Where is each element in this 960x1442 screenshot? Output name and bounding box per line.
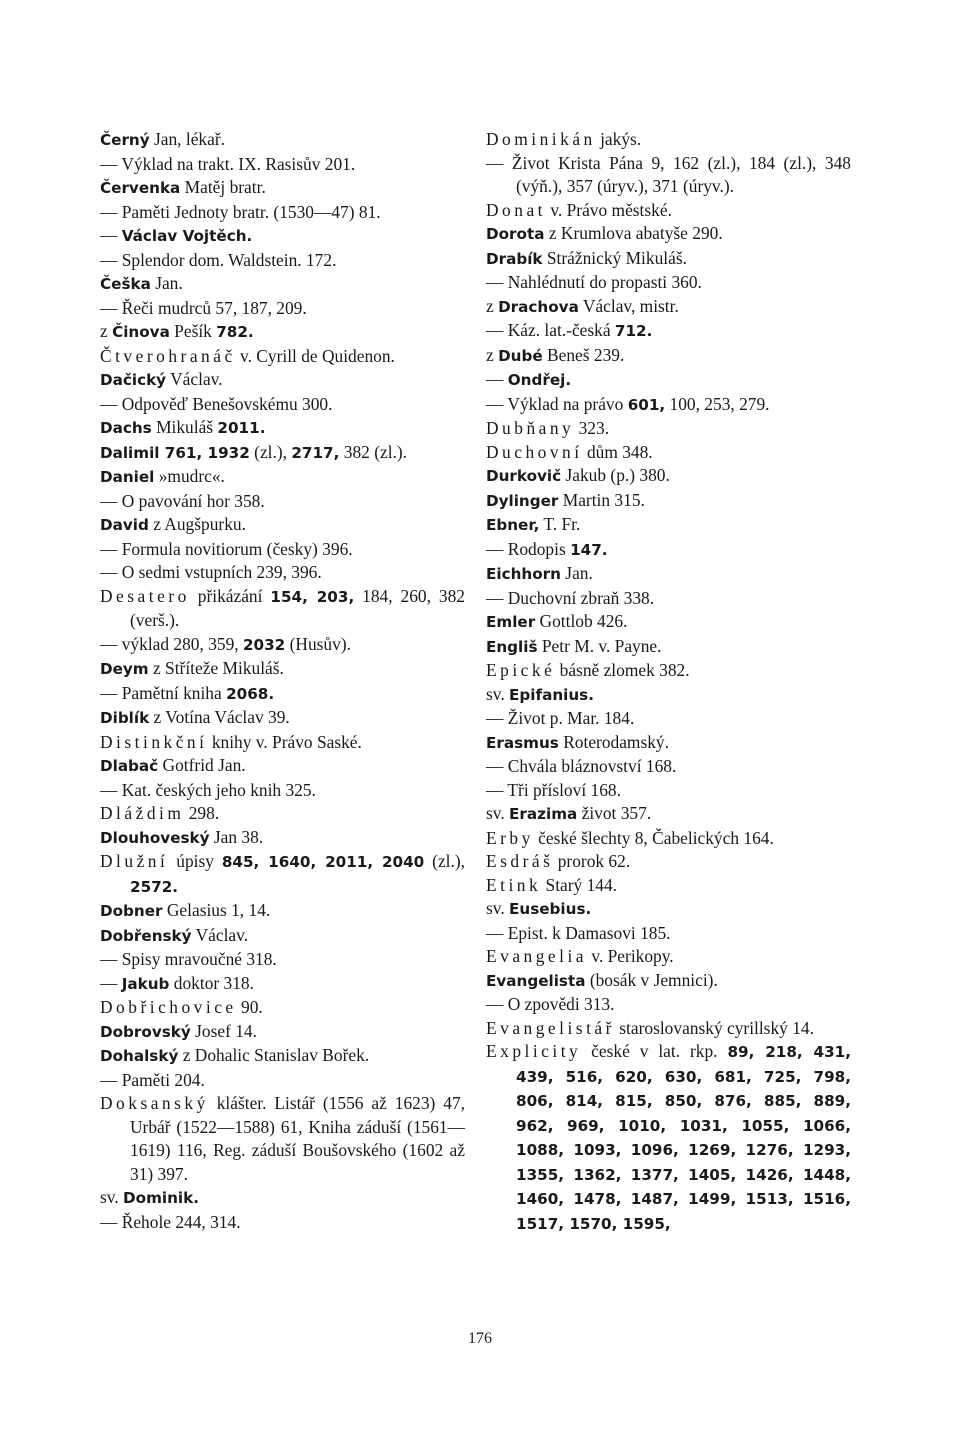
index-entry [486, 635, 851, 660]
index-entry [486, 393, 851, 418]
entry-text: — Nahlédnutí do propasti 360. [486, 272, 702, 292]
index-entry [100, 561, 465, 585]
entry-spaced-term: Čtverohranáč [100, 345, 236, 366]
entry-headword: Dobřenský [100, 926, 192, 945]
entry-headword: 782. [216, 323, 254, 341]
entry-text: básně zlomek 382. [555, 660, 690, 680]
entry-spaced-term: Etink [486, 874, 542, 895]
entry-headword: Engliš [486, 637, 538, 656]
entry-spaced-term: Dominikán [486, 129, 596, 149]
entry-spaced-term: Dubňany [486, 418, 575, 438]
index-entry [486, 247, 851, 272]
entry-headword: 845, 1640, 2011, 2040 [221, 853, 425, 871]
entry-text: Gotfrid Jan. [158, 755, 246, 775]
entry-text: — Káz. lat.-česká [486, 320, 615, 340]
entry-text: — Paměti Jednoty bratr. (1530—47) 81. [100, 201, 381, 222]
entry-text: — Řehole 244, 314. [100, 1211, 241, 1232]
index-entry [486, 562, 851, 587]
index-entry [486, 1017, 851, 1041]
entry-text: — Splendor dom. Waldstein. 172. [100, 249, 337, 270]
entry-headword: Dorota [486, 225, 545, 243]
entry-headword: 2717, [291, 443, 340, 462]
entry-text: — výklad 280, 359, [100, 633, 243, 654]
index-entry [486, 368, 851, 393]
entry-text: sv. [486, 898, 510, 918]
entry-spaced-term: Donat [486, 199, 547, 220]
entry-spaced-term: Desatero [100, 585, 190, 606]
entry-spaced-term: Distinkční [100, 731, 208, 752]
entry-headword: Dobner [100, 902, 163, 920]
entry-headword: Evangelista [486, 971, 586, 990]
entry-text: sv. [486, 803, 510, 823]
entry-headword: 2032 [242, 635, 286, 654]
entry-text: 298. [184, 803, 220, 823]
index-entry [100, 345, 465, 369]
entry-headword: Dohalský [100, 1047, 179, 1065]
entry-text: Gelasius 1, 14. [162, 900, 271, 920]
index-entry [486, 802, 851, 827]
index-entry [486, 969, 851, 994]
index-entry [100, 538, 465, 562]
index-entry [100, 176, 465, 201]
entry-text: knihy v. Právo Saské. [207, 731, 362, 752]
index-entry [100, 585, 465, 633]
index-column-right [486, 128, 851, 1236]
entry-headword: Daniel [100, 468, 155, 486]
index-entry [486, 874, 851, 898]
entry-headword: Dlabač [100, 757, 159, 775]
index-entry [100, 779, 465, 803]
index-entry [100, 850, 465, 899]
entry-text: — Duchovní zbraň 338. [486, 587, 655, 608]
entry-headword: Jakub [121, 974, 170, 993]
entry-spaced-term: Doksanský [100, 1093, 209, 1113]
entry-text: (Husův). [285, 633, 351, 654]
index-entry [100, 441, 465, 466]
entry-spaced-term: Epické [486, 660, 556, 680]
index-entry [100, 153, 465, 177]
entry-spaced-term: Dlužní [100, 851, 169, 871]
entry-text: — Epist. k Damasovi 185. [486, 922, 671, 943]
entry-text: v. Perikopy. [587, 946, 674, 966]
index-entry [486, 610, 851, 635]
entry-text: — Život Krista Pána 9, 162 (zl.), 184 (zl.), 348 (výň.), 357 (úryv.), 371 (úryv.). [486, 152, 851, 196]
index-entry [486, 417, 851, 441]
index-entry [100, 754, 465, 779]
entry-text: prorok 62. [553, 851, 631, 871]
entry-spaced-term: Dláždim [100, 803, 185, 823]
index-entry [100, 1092, 465, 1186]
entry-text: — Řeči mudrců 57, 187, 209. [100, 297, 307, 318]
index-entry [486, 755, 851, 779]
index-entry [486, 538, 851, 563]
entry-spaced-term: Esdráš [486, 851, 554, 871]
entry-text: z [100, 321, 113, 341]
entry-text: Jan, lékař. [149, 129, 225, 149]
entry-text: — O pavování hor 358. [100, 490, 265, 511]
entry-text: sv. [100, 1187, 124, 1207]
entry-headword: 2011. [217, 419, 266, 437]
entry-headword: Červenka [100, 179, 181, 197]
entry-headword: Diblík [100, 709, 150, 727]
entry-text: T. Fr. [539, 514, 581, 534]
entry-text: — Spisy mravoučné 318. [100, 949, 277, 969]
index-entry [100, 368, 465, 393]
entry-text: Jan. [150, 273, 183, 293]
entry-text: — O zpovědi 313. [486, 994, 615, 1014]
entry-text: Václav, mistr. [578, 295, 679, 316]
index-entry [486, 344, 851, 369]
index-entry [486, 827, 851, 851]
entry-text: z Stříteže Mikuláš. [148, 658, 284, 678]
entry-spaced-term: Erby [486, 827, 534, 848]
entry-headword: Erasmus [486, 733, 559, 752]
index-entry [100, 201, 465, 225]
entry-text: klášter. Listář (1556 až 1623) 47, Urbář (1522—1588) 61, Kniha záduší (1561—1619) 116, Reg. záduší Boušovského (1602 až 31) 397. [130, 1093, 465, 1184]
entry-text: Jan 38. [209, 826, 264, 847]
index-entry [100, 633, 465, 658]
entry-headword: Černý [100, 131, 150, 149]
index-entry [486, 922, 851, 946]
entry-headword: 2068. [226, 684, 275, 703]
index-entry [486, 319, 851, 344]
entry-text: 184, 260, 382 (verš.). [130, 585, 465, 630]
entry-text: — Výklad na právo [486, 393, 628, 414]
entry-text: 382 (zl.). [339, 441, 408, 462]
entry-text: — Pamětní kniha [100, 682, 227, 703]
entry-headword: Drabík [486, 249, 543, 268]
entry-headword: Durkovič [486, 467, 562, 485]
entry-text: Václav. [191, 924, 249, 945]
entry-spaced-term: Dobřichovice [100, 997, 237, 1017]
entry-text: 323. [574, 418, 610, 438]
entry-text: Václav. [166, 369, 223, 389]
entry-text: (zl.), [424, 851, 465, 871]
entry-text: Martin 315. [558, 489, 645, 510]
entry-headword: Erazima [509, 805, 578, 823]
entry-text: z [486, 344, 499, 365]
entry-text: z Dohalic Stanislav Bořek. [178, 1045, 370, 1065]
entry-headword: Ondřej. [507, 371, 572, 389]
entry-text: — O sedmi vstupních 239, 396. [100, 562, 322, 582]
entry-text: — Formula novitiorum (česky) 396. [100, 538, 353, 559]
index-entry [486, 152, 851, 199]
index-entry [100, 924, 465, 949]
entry-text: — Odpověď Benešovskému 300. [100, 393, 333, 414]
entry-headword: Dylinger [486, 491, 559, 510]
entry-headword: Dačický [100, 371, 167, 389]
index-entry [100, 320, 465, 345]
entry-text: — Výklad na trakt. IX. Rasisův 201. [100, 153, 356, 174]
index-entry [486, 295, 851, 320]
entry-headword: Dominik. [123, 1189, 199, 1207]
index-entry [100, 996, 465, 1020]
index-entry [100, 682, 465, 707]
entry-text: Jan. [560, 563, 593, 583]
entry-text: Starý 144. [541, 874, 618, 895]
entry-text: z Votína Václav 39. [149, 707, 290, 727]
entry-text: (bosák v Jemnici). [585, 969, 718, 990]
entry-spaced-term: Evangelia [486, 946, 588, 966]
index-entry [100, 1069, 465, 1093]
entry-headword: Drachova [498, 297, 579, 316]
index-entry [100, 1186, 465, 1211]
entry-text: z Krumlova abatyše 290. [544, 223, 723, 243]
entry-headword: 712. [614, 322, 653, 340]
index-entry [486, 271, 851, 295]
entry-text: sv. [486, 683, 510, 704]
entry-headword: 89, 218, 431, 439, 516, 620, 630, 681, 725, 798, 806, 814, 815, 850, 876, 885, 889, 962, 969, 1010, 1031, 1055, 1066, 1088, 1093, 1096, 1269, 1276, 1293, 1355, 1362, 1377, 1405, 1426, 1448, 1460, 1478, 1487, 1499, 1513, 1516, 1517, 1570, 1595, [516, 1043, 851, 1233]
entry-text: jakýs. [595, 129, 642, 149]
entry-headword: 601, [627, 395, 666, 414]
entry-text: z [486, 295, 499, 316]
entry-headword: Václav Vojtěch. [121, 227, 253, 245]
entry-text: Roterodamský. [558, 731, 669, 752]
entry-text: 90. [236, 997, 263, 1017]
index-entry [486, 779, 851, 803]
index-entry [100, 826, 465, 851]
entry-text: české v lat. rkp. [581, 1041, 728, 1061]
entry-headword: Epifanius. [509, 685, 594, 704]
entry-headword: 2572. [130, 877, 179, 896]
index-entry [486, 464, 851, 489]
index-entry [486, 199, 851, 223]
entry-text: život 357. [577, 803, 652, 823]
index-entry [100, 393, 465, 417]
index-entry [486, 513, 851, 538]
entry-headword: 154, 203, [270, 587, 355, 606]
entry-text: — [486, 369, 508, 389]
entry-text: Pešík [169, 321, 217, 341]
page-number: 176 [468, 1330, 492, 1347]
entry-text: (zl.), [249, 441, 292, 462]
entry-text: v. Cyrill de Quidenon. [235, 345, 395, 366]
index-entry [100, 249, 465, 273]
entry-text: Matěj bratr. [180, 177, 266, 197]
index-entry [486, 441, 851, 465]
index-entry [100, 416, 465, 441]
index-entry [486, 707, 851, 731]
entry-text: české šlechty 8, Čabelických 164. [533, 827, 774, 848]
entry-text: Petr M. v. Payne. [537, 635, 662, 656]
index-entry [100, 513, 465, 538]
index-entry [100, 465, 465, 490]
index-entry [486, 489, 851, 514]
entry-text: Strážnický Mikuláš. [542, 247, 687, 268]
index-entry [486, 1040, 851, 1236]
entry-headword: Deym [100, 660, 149, 678]
entry-text: Beneš 239. [542, 344, 625, 365]
entry-text: Jakub (p.) 380. [561, 465, 670, 485]
entry-text: — [100, 972, 122, 993]
entry-text: — Život p. Mar. 184. [486, 708, 635, 728]
entry-spaced-term: Explicity [486, 1041, 582, 1061]
index-entry [100, 1211, 465, 1235]
entry-headword: Ebner, [486, 516, 540, 534]
index-entry [486, 897, 851, 922]
entry-text: — [100, 225, 122, 245]
entry-spaced-term: Duchovní [486, 441, 583, 462]
entry-text: »mudrc«. [154, 466, 225, 486]
index-entry [100, 731, 465, 755]
index-entry [486, 659, 851, 683]
entry-text: dům 348. [582, 441, 653, 462]
index-column-left [100, 128, 465, 1234]
entry-headword: Dubé [498, 346, 543, 365]
entry-text: úpisy [168, 851, 222, 871]
entry-text: z Augšpurku. [148, 514, 246, 534]
index-entry [100, 899, 465, 924]
entry-text: — Kat. českých jeho knih 325. [100, 779, 316, 800]
index-entry [100, 128, 465, 153]
index-entry [100, 706, 465, 731]
index-entry [486, 850, 851, 874]
entry-text: Josef 14. [190, 1020, 257, 1041]
entry-headword: Dalimil 761, 1932 [100, 443, 250, 462]
entry-headword: Eusebius. [509, 900, 592, 918]
entry-text: v. Právo městské. [546, 199, 672, 220]
index-entry [486, 731, 851, 756]
entry-headword: Činova [112, 323, 170, 341]
entry-headword: David [100, 516, 149, 534]
index-entry [100, 802, 465, 826]
index-entry [100, 1020, 465, 1045]
index-entry [100, 657, 465, 682]
entry-headword: Češka [100, 275, 151, 293]
index-entry [486, 222, 851, 247]
entry-spaced-term: Evangelistář [486, 1017, 615, 1038]
entry-text: doktor 318. [169, 972, 254, 993]
index-entry [100, 948, 465, 972]
entry-text: Mikuláš [151, 417, 218, 437]
entry-headword: Emler [486, 613, 536, 631]
entry-text: — Rodopis [486, 538, 571, 559]
entry-text: — Chvála bláznovství 168. [486, 756, 677, 776]
entry-text: — Paměti 204. [100, 1069, 205, 1090]
index-entry [100, 224, 465, 249]
entry-text: Gottlob 426. [535, 611, 628, 631]
entry-headword: Dachs [100, 419, 152, 437]
entry-text: 100, 253, 279. [665, 393, 770, 414]
index-entry [100, 297, 465, 321]
index-entry [486, 993, 851, 1017]
index-entry [100, 972, 465, 997]
index-entry [486, 587, 851, 611]
entry-headword: Dlouhoveský [100, 828, 210, 847]
index-entry [100, 1044, 465, 1069]
index-entry [486, 945, 851, 969]
entry-text: — Tři přísloví 168. [486, 779, 621, 800]
index-entry [100, 490, 465, 514]
index-entry [100, 272, 465, 297]
entry-headword: 147. [570, 540, 608, 559]
entry-text: staroslovanský cyrillský 14. [614, 1017, 814, 1038]
entry-headword: Eichhorn [486, 565, 561, 583]
entry-headword: Dobrovský [100, 1022, 191, 1041]
entry-text: přikázání [189, 585, 271, 606]
index-entry [486, 683, 851, 708]
index-entry [486, 128, 851, 152]
